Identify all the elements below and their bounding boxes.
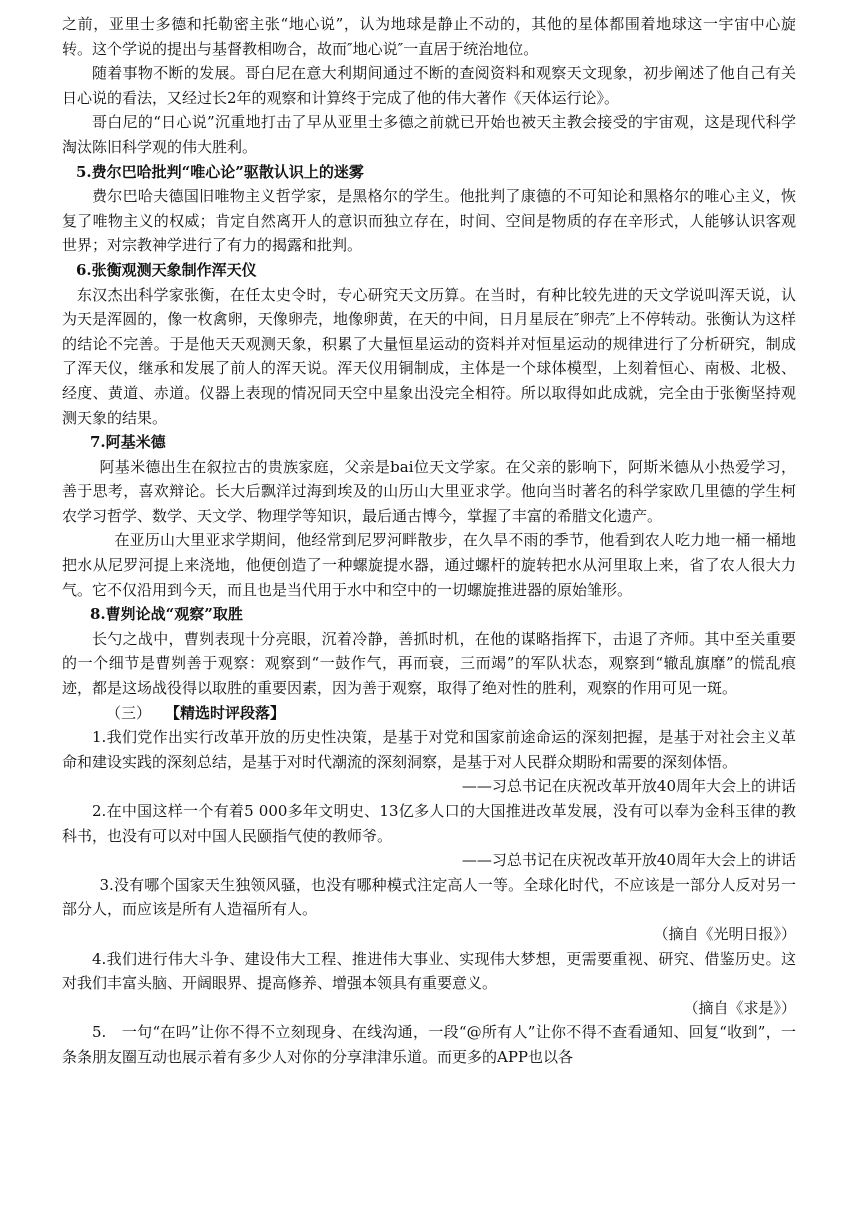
quote-paragraph: 1.我们党作出实行改革开放的历史性决策，是基于对党和国家前途命运的深刻把握，是基于对社会主义革命和建设实践的深刻总结，是基于对时代潮流的深刻洞察，是基于对人民群众期盼和需要的深刻体悟。 <box>62 728 796 771</box>
paragraph: 哥白尼的“日心说”沉重地打击了早从亚里士多德之前就已开始也被天主教会接受的宇宙观，这是现代科学淘汰陈旧科学观的伟大胜利。 <box>62 113 796 156</box>
paragraph: 长勺之战中，曹刿表现十分亮眼，沉着冷静，善抓时机，在他的谋略指挥下，击退了齐师。其中至关重要的一个细节是曹刿善于观察：观察到“一鼓作气，再而衰，三而竭”的军队状态，观察到“辙乱旗靡”的慌乱痕迹，都是这场战役得以取胜的重要因素，因为善于观察，取得了绝对性的胜利，观察的作用可见一斑。 <box>62 629 796 698</box>
paragraph: 之前，亚里士多德和托勒密主张“地心说”，认为地球是静止不动的，其他的星体都围着地球这一宇宙中心旋转。这个学说的提出与基督教相吻合，故而″地心说″一直居于统治地位。 <box>62 15 796 58</box>
section-heading: 5.费尔巴哈批判“唯心论”驱散认识上的迷雾 <box>76 162 364 181</box>
quote-source: ——习总书记在庆祝改革开放40周年大会上的讲话 <box>461 777 796 796</box>
paragraph: 随着事物不断的发展。哥白尼在意大利期间通过不断的查阅资料和观察天文现象，初步阐述了他自己有关日心说的看法，又经过长2年的观察和计算终于完成了他的伟大著作《天体运行论》。 <box>62 64 796 107</box>
quote-paragraph: 4.我们进行伟大斗争、建设伟大工程、推进伟大事业、实现伟大梦想，更需要重视、研究、借鉴历史。这对我们丰富头脑、开阔眼界、提高修养、增强本领具有重要意义。 <box>62 949 796 993</box>
section-title-line <box>62 701 796 726</box>
section-heading: 7.阿基米德 <box>90 433 166 452</box>
quote-paragraph: 3.没有哪个国家天生独领风骚，也没有哪种模式注定高人一等。全球化时代，不应该是一部分人反对另一部分人，而应该是所有人造福所有人。 <box>62 875 796 919</box>
paragraph: 东汉杰出科学家张衡，在任太史令时，专心研究天文历算。在当时，有种比较先进的天文学说叫浑天说，认为天是浑圆的，像一枚禽卵，天像卵壳，地像卵黄，在天的中间，日月星辰在″卵壳″上不停转动。张衡认为这样的结论不完善。于是他天天观测天象，积累了大量恒星运动的资料并对恒星运动的规律进行了分析研究，制成了浑天仪，继承和发展了前人的浑天说。浑天仪用铜制成，主体是一个球体模型，上刻着恒心、南极、北极、经度、黄道、赤道。仪器上表现的情况同天空中星象出没完全相符。所以取得如此成就，完全由于张衡坚持观测天象的结果。 <box>62 285 796 427</box>
quote-source: ——习总书记在庆祝改革开放40周年大会上的讲话 <box>461 851 796 870</box>
document-page <box>62 12 796 1070</box>
section-number: （三） <box>106 703 152 722</box>
paragraph: 在亚历山大里亚求学期间，他经常到尼罗河畔散步，在久旱不雨的季节，他看到农人吃力地一桶一桶地把水从尼罗河提上来浇地，他便创造了一种螺旋提水器，通过螺杆的旋转把水从河里取上来，省了农人很大力气。它不仅沿用到今天，而且也是当代用于水中和空中的一切螺旋推进器的原始雏形。 <box>62 531 796 599</box>
quote-paragraph: 5. 一句“在吗”让你不得不立刻现身、在线沟通，一段“@所有人”让你不得不查看通知、回复“收到”，一条条朋友圈互动也展示着有多少人对你的分享津津乐道。而更多的APP也以各 <box>62 1023 796 1066</box>
quote-source: （摘自《光明日报》） <box>653 924 796 943</box>
section-heading: 8.曹刿论战“观察”取胜 <box>90 605 243 624</box>
paragraph: 费尔巴哈夫德国旧唯物主义哲学家，是黑格尔的学生。他批判了康德的不可知论和黑格尔的唯心主义，恢复了唯物主义的权威；肯定自然离开人的意识而独立存在，时间、空间是物质的存在辛形式，人能够认识客观世界；对宗教神学进行了有力的揭露和批判。 <box>62 187 796 255</box>
section-title: 【精选时评段落】 <box>165 703 286 722</box>
quote-source: （摘自《求是》） <box>683 998 796 1017</box>
quote-paragraph: 2.在中国这样一个有着5 000多年文明史、13亿多人口的大国推进改革发展，没有可以奉为金科玉律的教科书，也没有可以对中国人民颐指气使的教师爷。 <box>62 802 796 845</box>
paragraph: 阿基米德出生在叙拉古的贵族家庭，父亲是bai位天文学家。在父亲的影响下，阿斯米德从小热爱学习，善于思考，喜欢辩论。长大后飘洋过海到埃及的山历山大里亚求学。他向当时著名的科学家欧几里德的学生柯农学习哲学、数学、天文学、物理学等知识，最后通古博今，掌握了丰富的希腊文化遗产。 <box>62 457 796 525</box>
section-heading: 6.张衡观测天象制作浑天仪 <box>76 260 257 279</box>
